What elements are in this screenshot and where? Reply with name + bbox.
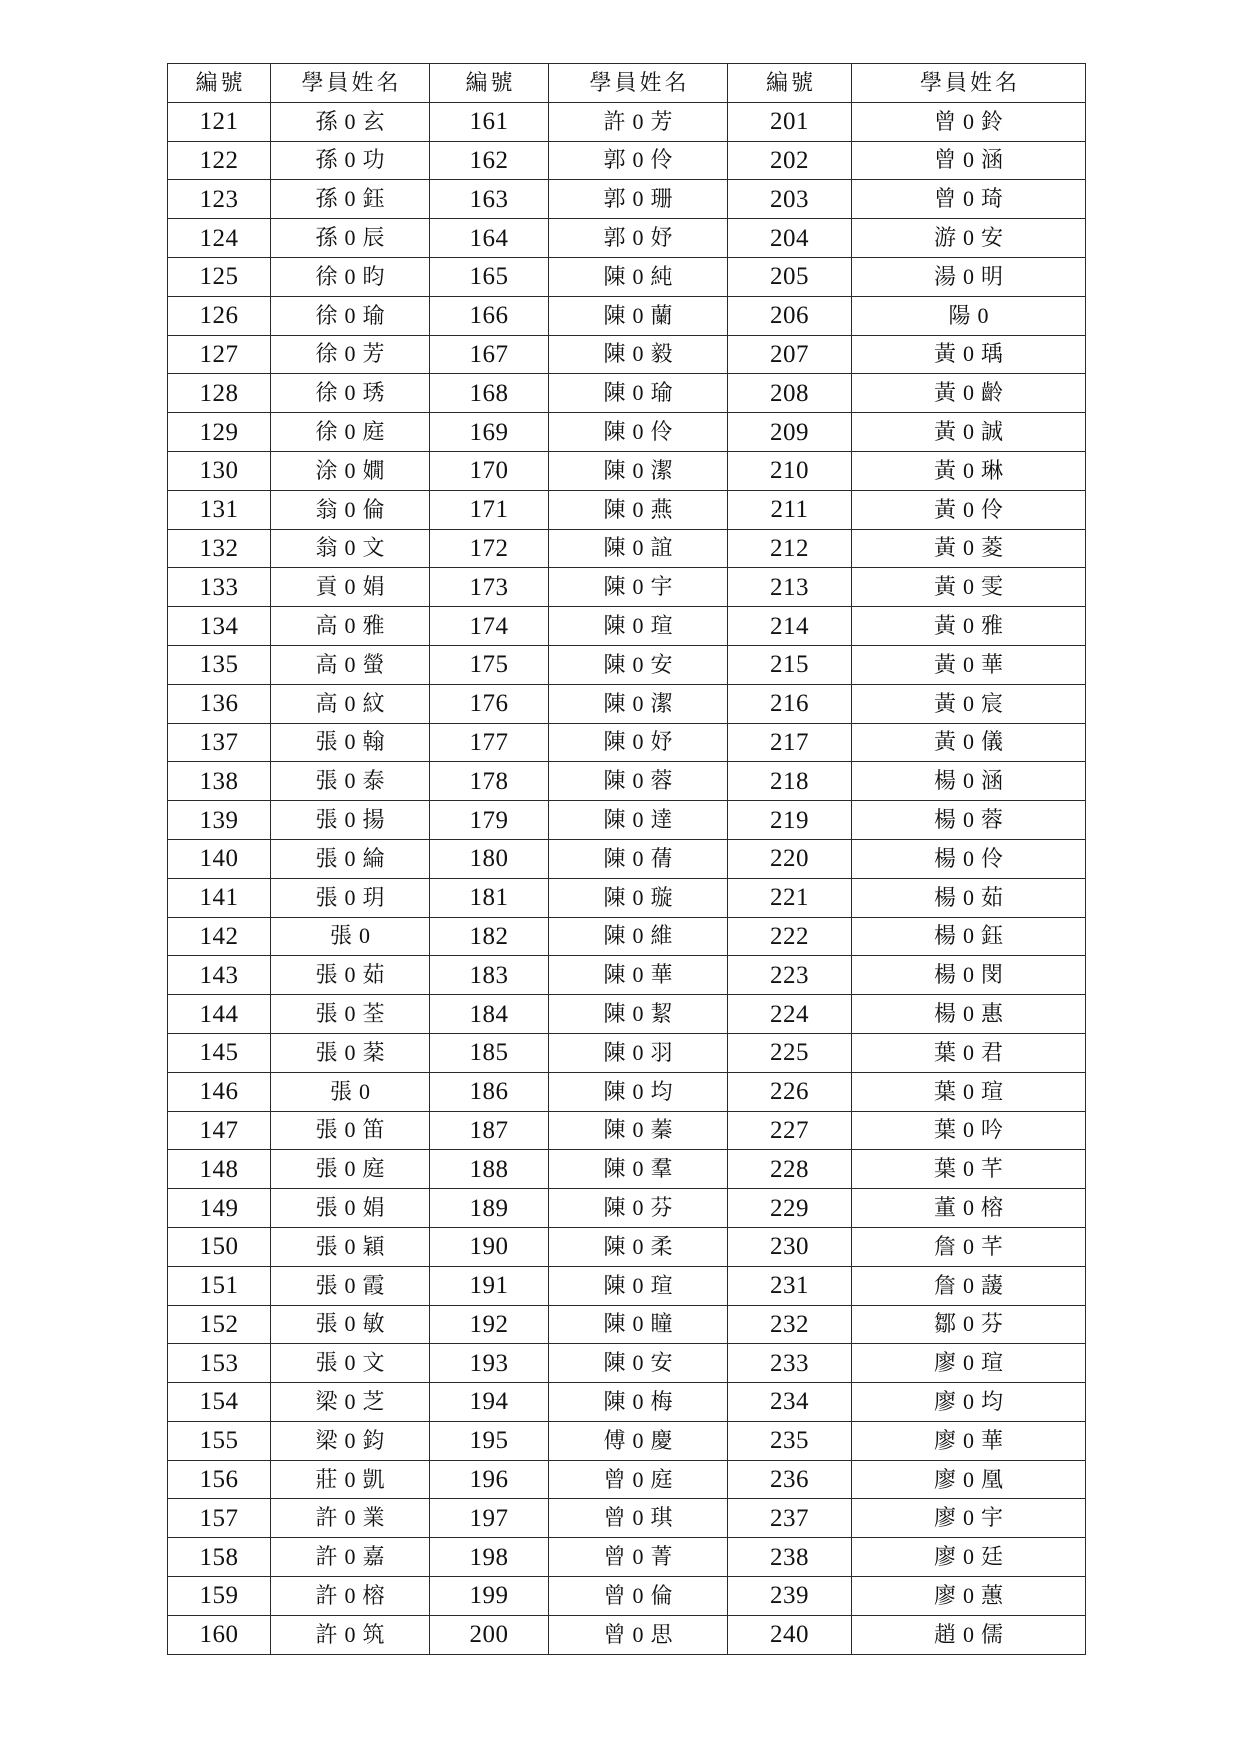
table-row <box>168 1344 1086 1383</box>
name-cell: 陳0梅 <box>549 1383 728 1422</box>
name-cell: 黃0齡 <box>852 374 1086 413</box>
id-cell: 229 <box>728 1189 852 1228</box>
name-cell: 曾0庭 <box>549 1460 728 1499</box>
id-cell: 157 <box>168 1499 271 1538</box>
id-cell: 138 <box>168 762 271 801</box>
name-cell: 張0穎 <box>271 1227 430 1266</box>
id-cell: 219 <box>728 801 852 840</box>
table-row <box>168 1577 1086 1616</box>
table-row <box>168 335 1086 374</box>
table-row <box>168 413 1086 452</box>
id-cell: 175 <box>430 645 549 684</box>
name-cell: 黃0儀 <box>852 723 1086 762</box>
name-cell: 張0文 <box>271 1344 430 1383</box>
name-cell: 陳0妤 <box>549 723 728 762</box>
id-cell: 218 <box>728 762 852 801</box>
name-cell: 徐0庭 <box>271 413 430 452</box>
id-cell: 176 <box>430 684 549 723</box>
id-cell: 193 <box>430 1344 549 1383</box>
id-cell: 199 <box>430 1577 549 1616</box>
name-cell: 許0業 <box>271 1499 430 1538</box>
name-cell: 徐0琇 <box>271 374 430 413</box>
name-cell: 黃0琳 <box>852 451 1086 490</box>
id-cell: 125 <box>168 257 271 296</box>
table-row <box>168 607 1086 646</box>
id-cell: 197 <box>430 1499 549 1538</box>
name-cell: 張0棻 <box>271 1033 430 1072</box>
id-cell: 230 <box>728 1227 852 1266</box>
id-cell: 146 <box>168 1072 271 1111</box>
id-cell: 215 <box>728 645 852 684</box>
name-cell: 楊0鈺 <box>852 917 1086 956</box>
name-cell: 貢0娟 <box>271 568 430 607</box>
id-cell: 238 <box>728 1538 852 1577</box>
name-cell: 孫0鈺 <box>271 180 430 219</box>
id-cell: 135 <box>168 645 271 684</box>
name-cell: 張0翰 <box>271 723 430 762</box>
header-name: 學員姓名 <box>271 64 430 103</box>
table-row <box>168 180 1086 219</box>
id-cell: 159 <box>168 1577 271 1616</box>
id-cell: 200 <box>430 1615 549 1654</box>
name-cell: 許0筑 <box>271 1615 430 1654</box>
id-cell: 152 <box>168 1305 271 1344</box>
name-cell: 游0安 <box>852 219 1086 258</box>
table-row <box>168 490 1086 529</box>
name-cell: 張0泰 <box>271 762 430 801</box>
id-cell: 201 <box>728 102 852 141</box>
table-row <box>168 839 1086 878</box>
name-cell: 楊0伶 <box>852 839 1086 878</box>
id-cell: 170 <box>430 451 549 490</box>
name-cell: 張0霞 <box>271 1266 430 1305</box>
id-cell: 212 <box>728 529 852 568</box>
name-cell: 楊0閔 <box>852 956 1086 995</box>
name-cell: 廖0蕙 <box>852 1577 1086 1616</box>
id-cell: 127 <box>168 335 271 374</box>
name-cell: 陳0伶 <box>549 413 728 452</box>
id-cell: 210 <box>728 451 852 490</box>
table-row <box>168 1615 1086 1654</box>
id-cell: 129 <box>168 413 271 452</box>
name-cell: 楊0惠 <box>852 995 1086 1034</box>
id-cell: 186 <box>430 1072 549 1111</box>
name-cell: 葉0君 <box>852 1033 1086 1072</box>
name-cell: 楊0蓉 <box>852 801 1086 840</box>
id-cell: 128 <box>168 374 271 413</box>
name-cell: 楊0涵 <box>852 762 1086 801</box>
name-cell: 陳0芬 <box>549 1189 728 1228</box>
id-cell: 153 <box>168 1344 271 1383</box>
name-cell: 陳0宇 <box>549 568 728 607</box>
name-cell: 詹0芊 <box>852 1227 1086 1266</box>
table-row <box>168 1111 1086 1150</box>
id-cell: 144 <box>168 995 271 1034</box>
id-cell: 177 <box>430 723 549 762</box>
name-cell: 廖0華 <box>852 1421 1086 1460</box>
id-cell: 166 <box>430 296 549 335</box>
table-row <box>168 1150 1086 1189</box>
name-cell: 梁0芝 <box>271 1383 430 1422</box>
name-cell: 黃0宸 <box>852 684 1086 723</box>
name-cell: 張0娟 <box>271 1189 430 1228</box>
id-cell: 132 <box>168 529 271 568</box>
id-cell: 150 <box>168 1227 271 1266</box>
id-cell: 209 <box>728 413 852 452</box>
table-row <box>168 995 1086 1034</box>
id-cell: 154 <box>168 1383 271 1422</box>
id-cell: 180 <box>430 839 549 878</box>
name-cell: 許0榕 <box>271 1577 430 1616</box>
name-cell: 張0庭 <box>271 1150 430 1189</box>
id-cell: 167 <box>430 335 549 374</box>
roster-table <box>167 63 1086 1655</box>
name-cell: 許0芳 <box>549 102 728 141</box>
name-cell: 陳0維 <box>549 917 728 956</box>
name-cell: 廖0均 <box>852 1383 1086 1422</box>
id-cell: 232 <box>728 1305 852 1344</box>
name-cell: 曾0琪 <box>549 1499 728 1538</box>
name-cell: 張0 <box>271 1072 430 1111</box>
id-cell: 174 <box>430 607 549 646</box>
name-cell: 黃0雯 <box>852 568 1086 607</box>
name-cell: 趙0儒 <box>852 1615 1086 1654</box>
id-cell: 198 <box>430 1538 549 1577</box>
id-cell: 149 <box>168 1189 271 1228</box>
name-cell: 曾0鈴 <box>852 102 1086 141</box>
name-cell: 陳0均 <box>549 1072 728 1111</box>
id-cell: 124 <box>168 219 271 258</box>
header-name: 學員姓名 <box>852 64 1086 103</box>
name-cell: 許0嘉 <box>271 1538 430 1577</box>
table-row <box>168 1383 1086 1422</box>
id-cell: 202 <box>728 141 852 180</box>
name-cell: 徐0芳 <box>271 335 430 374</box>
id-cell: 213 <box>728 568 852 607</box>
id-cell: 141 <box>168 878 271 917</box>
id-cell: 223 <box>728 956 852 995</box>
name-cell: 陽0 <box>852 296 1086 335</box>
table-row <box>168 568 1086 607</box>
name-cell: 廖0瑄 <box>852 1344 1086 1383</box>
name-cell: 曾0涵 <box>852 141 1086 180</box>
name-cell: 曾0倫 <box>549 1577 728 1616</box>
name-cell: 翁0倫 <box>271 490 430 529</box>
name-cell: 張0 <box>271 917 430 956</box>
id-cell: 140 <box>168 839 271 878</box>
id-cell: 195 <box>430 1421 549 1460</box>
table-row <box>168 801 1086 840</box>
name-cell: 廖0廷 <box>852 1538 1086 1577</box>
id-cell: 220 <box>728 839 852 878</box>
name-cell: 郭0伶 <box>549 141 728 180</box>
name-cell: 湯0明 <box>852 257 1086 296</box>
id-cell: 172 <box>430 529 549 568</box>
name-cell: 廖0凰 <box>852 1460 1086 1499</box>
name-cell: 張0荃 <box>271 995 430 1034</box>
table-row <box>168 1033 1086 1072</box>
name-cell: 黃0瑀 <box>852 335 1086 374</box>
name-cell: 詹0蘐 <box>852 1266 1086 1305</box>
name-cell: 黃0伶 <box>852 490 1086 529</box>
id-cell: 143 <box>168 956 271 995</box>
id-cell: 136 <box>168 684 271 723</box>
id-cell: 164 <box>430 219 549 258</box>
table-row <box>168 723 1086 762</box>
id-cell: 217 <box>728 723 852 762</box>
table-row <box>168 1266 1086 1305</box>
table-row <box>168 1189 1086 1228</box>
name-cell: 陳0瑄 <box>549 1266 728 1305</box>
id-cell: 221 <box>728 878 852 917</box>
id-cell: 184 <box>430 995 549 1034</box>
table-row <box>168 684 1086 723</box>
id-cell: 204 <box>728 219 852 258</box>
name-cell: 曾0思 <box>549 1615 728 1654</box>
table-row <box>168 296 1086 335</box>
header-id: 編號 <box>728 64 852 103</box>
id-cell: 131 <box>168 490 271 529</box>
name-cell: 傅0慶 <box>549 1421 728 1460</box>
name-cell: 陳0璇 <box>549 878 728 917</box>
id-cell: 207 <box>728 335 852 374</box>
name-cell: 郭0妤 <box>549 219 728 258</box>
table-row <box>168 878 1086 917</box>
name-cell: 陳0瑄 <box>549 607 728 646</box>
table-row <box>168 1421 1086 1460</box>
name-cell: 陳0羽 <box>549 1033 728 1072</box>
name-cell: 陳0安 <box>549 1344 728 1383</box>
name-cell: 陳0安 <box>549 645 728 684</box>
name-cell: 翁0文 <box>271 529 430 568</box>
id-cell: 211 <box>728 490 852 529</box>
table-row <box>168 451 1086 490</box>
table-row <box>168 762 1086 801</box>
name-cell: 陳0達 <box>549 801 728 840</box>
name-cell: 董0榕 <box>852 1189 1086 1228</box>
table-row <box>168 529 1086 568</box>
id-cell: 134 <box>168 607 271 646</box>
id-cell: 123 <box>168 180 271 219</box>
id-cell: 228 <box>728 1150 852 1189</box>
table-row <box>168 1538 1086 1577</box>
name-cell: 葉0芊 <box>852 1150 1086 1189</box>
name-cell: 孫0玄 <box>271 102 430 141</box>
table-row <box>168 374 1086 413</box>
id-cell: 192 <box>430 1305 549 1344</box>
name-cell: 陳0毅 <box>549 335 728 374</box>
id-cell: 181 <box>430 878 549 917</box>
id-cell: 155 <box>168 1421 271 1460</box>
id-cell: 189 <box>430 1189 549 1228</box>
id-cell: 130 <box>168 451 271 490</box>
id-cell: 239 <box>728 1577 852 1616</box>
id-cell: 233 <box>728 1344 852 1383</box>
id-cell: 234 <box>728 1383 852 1422</box>
name-cell: 梁0鈞 <box>271 1421 430 1460</box>
id-cell: 178 <box>430 762 549 801</box>
name-cell: 陳0瞳 <box>549 1305 728 1344</box>
id-cell: 169 <box>430 413 549 452</box>
name-cell: 陳0瑜 <box>549 374 728 413</box>
table-row <box>168 645 1086 684</box>
id-cell: 237 <box>728 1499 852 1538</box>
id-cell: 165 <box>430 257 549 296</box>
name-cell: 莊0凱 <box>271 1460 430 1499</box>
table-row <box>168 956 1086 995</box>
id-cell: 185 <box>430 1033 549 1072</box>
name-cell: 徐0昀 <box>271 257 430 296</box>
id-cell: 139 <box>168 801 271 840</box>
id-cell: 226 <box>728 1072 852 1111</box>
name-cell: 陳0純 <box>549 257 728 296</box>
id-cell: 188 <box>430 1150 549 1189</box>
id-cell: 196 <box>430 1460 549 1499</box>
name-cell: 陳0蒨 <box>549 839 728 878</box>
id-cell: 187 <box>430 1111 549 1150</box>
name-cell: 張0敏 <box>271 1305 430 1344</box>
name-cell: 曾0琦 <box>852 180 1086 219</box>
id-cell: 145 <box>168 1033 271 1072</box>
id-cell: 191 <box>430 1266 549 1305</box>
id-cell: 225 <box>728 1033 852 1072</box>
id-cell: 122 <box>168 141 271 180</box>
name-cell: 陳0羣 <box>549 1150 728 1189</box>
name-cell: 黃0華 <box>852 645 1086 684</box>
name-cell: 陳0潔 <box>549 684 728 723</box>
name-cell: 陳0絜 <box>549 995 728 1034</box>
table-row <box>168 917 1086 956</box>
id-cell: 142 <box>168 917 271 956</box>
id-cell: 133 <box>168 568 271 607</box>
id-cell: 173 <box>430 568 549 607</box>
name-cell: 鄒0芬 <box>852 1305 1086 1344</box>
table-row <box>168 219 1086 258</box>
id-cell: 216 <box>728 684 852 723</box>
header-row <box>168 64 1086 103</box>
name-cell: 黃0誠 <box>852 413 1086 452</box>
name-cell: 陳0蓉 <box>549 762 728 801</box>
name-cell: 孫0辰 <box>271 219 430 258</box>
id-cell: 161 <box>430 102 549 141</box>
name-cell: 葉0瑄 <box>852 1072 1086 1111</box>
name-cell: 陳0蘭 <box>549 296 728 335</box>
id-cell: 206 <box>728 296 852 335</box>
id-cell: 121 <box>168 102 271 141</box>
id-cell: 171 <box>430 490 549 529</box>
id-cell: 205 <box>728 257 852 296</box>
id-cell: 160 <box>168 1615 271 1654</box>
name-cell: 郭0珊 <box>549 180 728 219</box>
id-cell: 231 <box>728 1266 852 1305</box>
id-cell: 224 <box>728 995 852 1034</box>
id-cell: 236 <box>728 1460 852 1499</box>
table-row <box>168 102 1086 141</box>
name-cell: 黃0雅 <box>852 607 1086 646</box>
name-cell: 張0揚 <box>271 801 430 840</box>
name-cell: 涂0嫺 <box>271 451 430 490</box>
id-cell: 179 <box>430 801 549 840</box>
name-cell: 陳0柔 <box>549 1227 728 1266</box>
id-cell: 190 <box>430 1227 549 1266</box>
name-cell: 張0綸 <box>271 839 430 878</box>
name-cell: 陳0誼 <box>549 529 728 568</box>
id-cell: 183 <box>430 956 549 995</box>
id-cell: 235 <box>728 1421 852 1460</box>
id-cell: 203 <box>728 180 852 219</box>
table-row <box>168 1305 1086 1344</box>
id-cell: 194 <box>430 1383 549 1422</box>
id-cell: 156 <box>168 1460 271 1499</box>
id-cell: 158 <box>168 1538 271 1577</box>
name-cell: 陳0華 <box>549 956 728 995</box>
id-cell: 240 <box>728 1615 852 1654</box>
name-cell: 廖0宇 <box>852 1499 1086 1538</box>
name-cell: 陳0燕 <box>549 490 728 529</box>
name-cell: 陳0蓁 <box>549 1111 728 1150</box>
table-row <box>168 1227 1086 1266</box>
id-cell: 227 <box>728 1111 852 1150</box>
name-cell: 曾0菁 <box>549 1538 728 1577</box>
id-cell: 163 <box>430 180 549 219</box>
id-cell: 162 <box>430 141 549 180</box>
name-cell: 高0雅 <box>271 607 430 646</box>
id-cell: 137 <box>168 723 271 762</box>
id-cell: 148 <box>168 1150 271 1189</box>
name-cell: 黃0菱 <box>852 529 1086 568</box>
name-cell: 徐0瑜 <box>271 296 430 335</box>
name-cell: 張0茹 <box>271 956 430 995</box>
id-cell: 208 <box>728 374 852 413</box>
name-cell: 陳0潔 <box>549 451 728 490</box>
table-row <box>168 1072 1086 1111</box>
id-cell: 168 <box>430 374 549 413</box>
id-cell: 214 <box>728 607 852 646</box>
id-cell: 126 <box>168 296 271 335</box>
id-cell: 147 <box>168 1111 271 1150</box>
header-id: 編號 <box>168 64 271 103</box>
table-row <box>168 1460 1086 1499</box>
name-cell: 高0螢 <box>271 645 430 684</box>
table-row <box>168 257 1086 296</box>
name-cell: 葉0吟 <box>852 1111 1086 1150</box>
id-cell: 222 <box>728 917 852 956</box>
header-name: 學員姓名 <box>549 64 728 103</box>
name-cell: 張0笛 <box>271 1111 430 1150</box>
name-cell: 孫0功 <box>271 141 430 180</box>
id-cell: 182 <box>430 917 549 956</box>
header-id: 編號 <box>430 64 549 103</box>
name-cell: 張0玥 <box>271 878 430 917</box>
name-cell: 高0紋 <box>271 684 430 723</box>
name-cell: 楊0茹 <box>852 878 1086 917</box>
table-row <box>168 141 1086 180</box>
id-cell: 151 <box>168 1266 271 1305</box>
table-row <box>168 1499 1086 1538</box>
